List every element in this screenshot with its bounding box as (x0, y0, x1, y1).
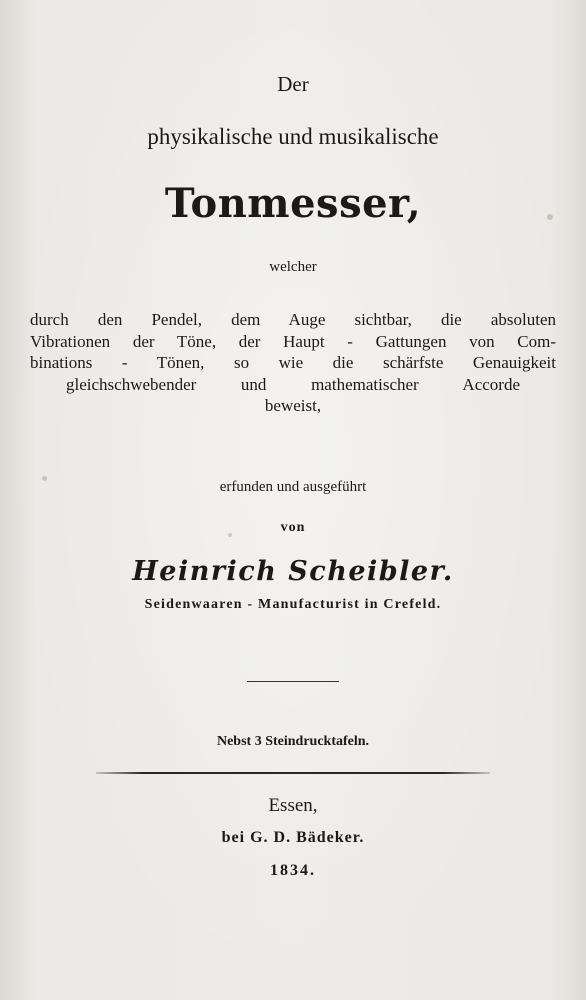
subtitle: physikalische und musikalische (147, 124, 439, 149)
description-line: binations - Tönen, so wie die schärfste Genauigkeit (30, 353, 556, 372)
description-paragraph (30, 309, 556, 417)
description-line: Vibrationen der Töne, der Haupt - Gattungen von Com- (30, 331, 556, 351)
imprint-rule (96, 772, 490, 774)
title-der: Der (277, 72, 309, 96)
author-occupation: Seidenwaaren - Manufacturist in Crefeld. (144, 597, 442, 612)
relative-pronoun: welcher (269, 259, 317, 275)
von-line: von (280, 520, 306, 535)
imprint-city: Essen, (268, 795, 318, 816)
description-line: durch den Pendel, dem Auge sichtbar, die absoluten (30, 310, 556, 329)
imprint-year: 1834. (270, 862, 316, 879)
divider-rule (247, 681, 339, 682)
description-line: gleichschwebender und mathematischer Accorde (66, 374, 520, 394)
main-title: Tonmesser, (164, 180, 422, 227)
invented-line: erfunden und ausgeführt (219, 479, 367, 495)
imprint-publisher: bei G. D. Bädeker. (221, 829, 365, 846)
plates-note: Nebst 3 Steindrucktafeln. (216, 734, 370, 749)
description-line: beweist, (264, 396, 322, 415)
author-name: Heinrich Scheibler. (132, 556, 454, 587)
